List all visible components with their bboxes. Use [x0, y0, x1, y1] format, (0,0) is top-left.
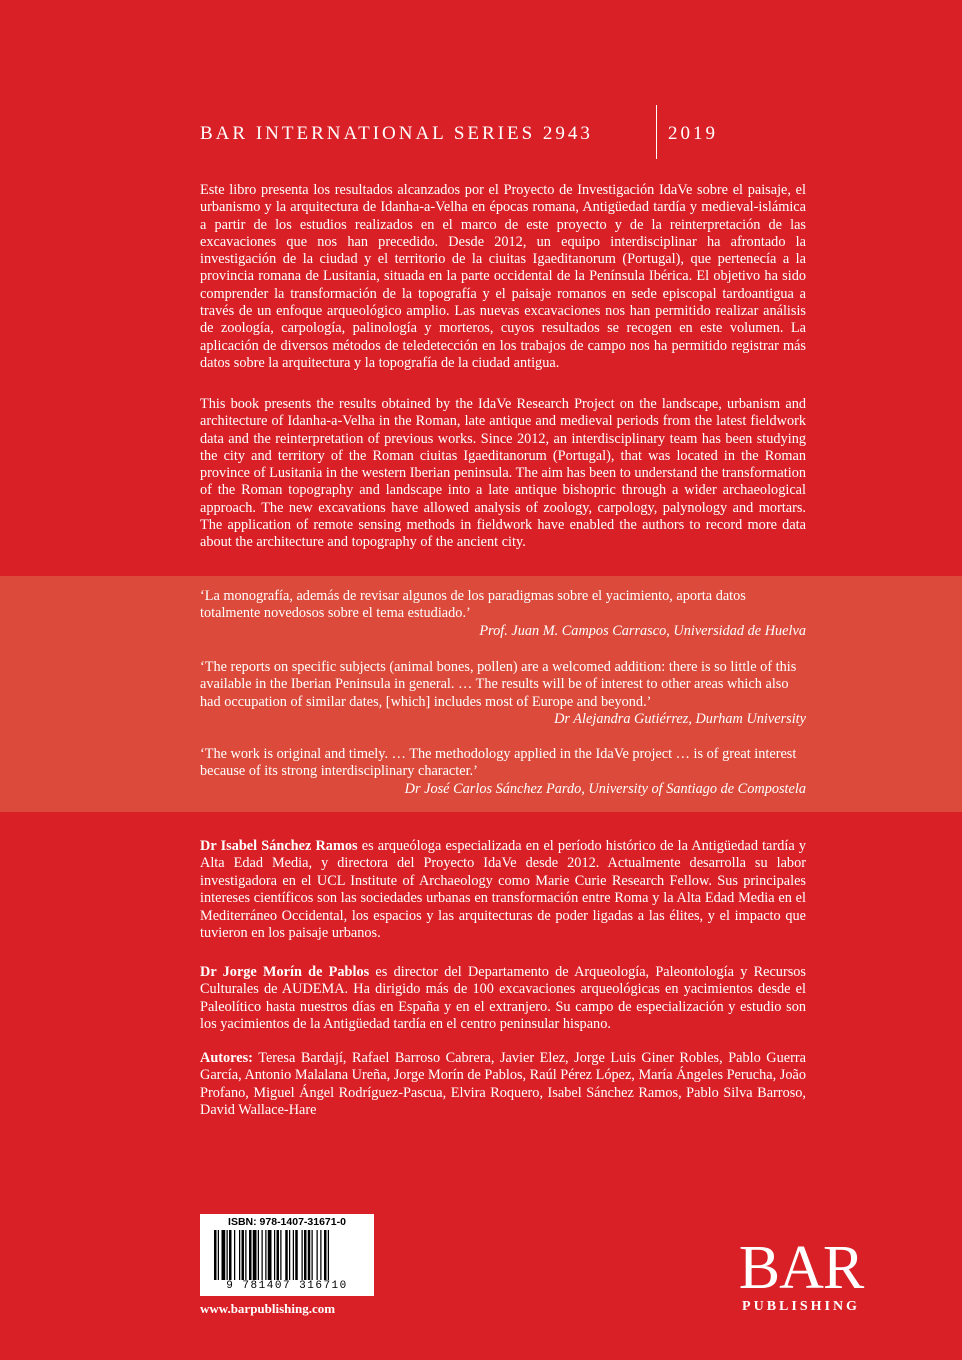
authors-names: Teresa Bardají, Rafael Barroso Cabrera, Javier Elez, Jorge Luis Giner Robles, Pablo Guerra García, Antonio Malalana Ureña, Jorge Morín de Pablos, Raúl Pérez López, María Ángeles Perucha, João Profano, Miguel Ángel Rodríguez-Pascua, Elvira Roquero, Isabel Sánchez Ramos, Pablo Silva Barroso, David Wallace-Hare	[200, 1050, 806, 1119]
publisher-logo	[736, 1234, 866, 1315]
author-bio	[200, 964, 806, 1034]
quote-text: ‘The reports on specific subjects (animal bones, pollen) are a welcomed addition: there is so little of this available in the Iberian Peninsula in general. … The results will be of interest to other areas which also had occupation of similar dates, [which] includes most of Europe and beyond.’	[200, 659, 797, 710]
blurb-spanish: Este libro presenta los resultados alcanzados por el Proyecto de Investigación IdaVe sobre el paisaje, el urbanismo y la arquitectura de Idanha-a-Velha en épocas romana, Antigüedad tardía y medieval-islámica a partir de los estudios realizados en el marco de este proyecto y de la reinterpretación de las excavaciones que nos han precedido. Desde 2012, un equipo interdisciplinar ha afrontado la investigación de la ciudad y el territorio de la ciuitas Igaeditanorum (Portugal), que pertenecía a la provincia romana de Lusitania, situada en la parte occidental de la Península Ibérica. El objetivo ha sido comprender la transformación de la topografía y el paisaje romanos en sede episcopal tardoantigua a través de un enfoque arqueológico amplio. Las nuevas excavaciones nos han permitido realizar análisis de zoología, carpología, palinología y morteros, cuyos resultados se recogen en este volumen. La aplicación de diversos métodos de teledetección en los trabajos de campo nos ha permitido registrar más datos sobre la arquitectura y la topografía de la ciudad antigua.	[200, 182, 806, 371]
publisher-website[interactable]: www.barpublishing.com	[200, 1301, 336, 1316]
quote	[200, 659, 806, 728]
quote	[200, 588, 806, 640]
author-bio	[200, 838, 806, 942]
series-year: 2019	[668, 123, 718, 144]
authors-list	[200, 1050, 806, 1120]
author-bio-text: es arqueóloga especializada en el período histórico de la Antigüedad tardía y Alta Edad Media, y directora del Proyecto IdaVe desde 2012. Actualmente desarrolla su labor investigadora en el UCL Institute of Archaeology como Marie Curie Research Fellow. Sus principales intereses científicos son las sociedades urbanas en transformación entre Roma y la Alta Edad Media en el Mediterráneo Occidental, los espacios y las arquitecturas de poder ligadas a las élites, y el impacto que tuvieron en los paisaje urbanos.	[200, 838, 806, 942]
quote-attribution: Dr Alejandra Gutiérrez, Durham University	[554, 710, 806, 727]
barcode	[200, 1214, 374, 1296]
quote-text: ‘La monografía, además de revisar algunos de los paradigmas sobre el yacimiento, aporta datos totalmente novedosos sobre el tema estudiado.’	[200, 588, 746, 622]
authors-label: Autores:	[200, 1050, 253, 1066]
series-name: BAR INTERNATIONAL SERIES 2943	[200, 123, 593, 144]
barcode-digits: 9 781407 316710	[226, 1280, 348, 1292]
author-name: Dr Jorge Morín de Pablos	[200, 964, 370, 980]
blurb-english: This book presents the results obtained by the IdaVe Research Project on the landscape, urbanism and architecture of Idanha-a-Velha in the Roman, late antique and medieval periods from the latest fieldwork data and the reinterpretation of previous works. Since 2012, an interdisciplinary team has been studying the city and territory of the Roman ciuitas Igaeditanorum (Portugal), that was located in the Roman province of Lusitania in the western Iberian peninsula. The aim has been to understand the transformation of the Roman topography and landscape into a late antique bishopric through a wider archaeological approach. The new excavations have allowed analysis of zoology, carpology, palynology and mortars. The application of remote sensing methods in fieldwork have enabled the authors to record more data about the architecture and topography of the ancient city.	[200, 396, 806, 551]
quote-attribution: Dr José Carlos Sánchez Pardo, University of Santiago de Compostela	[404, 780, 806, 797]
quote	[200, 746, 806, 798]
series-divider	[656, 105, 657, 159]
series-header	[200, 117, 810, 157]
isbn-label: ISBN: 978-1407-31671-0	[228, 1216, 346, 1228]
author-bio-text: es director del Departamento de Arqueología, Paleontología y Recursos Culturales de AUDEMA. Ha dirigido más de 100 excavaciones arqueológicas en yacimientos desde el Paleolítico hasta nuestros días en España y en el extranjero. Su campo de especialización y estudio son los yacimientos de la Antigüedad tardía en el centro peninsular hispano.	[200, 964, 806, 1033]
barcode-bars	[214, 1230, 364, 1280]
author-name: Dr Isabel Sánchez Ramos	[200, 838, 358, 854]
quote-attribution: Prof. Juan M. Campos Carrasco, Universidad de Huelva	[479, 622, 806, 639]
logo-main: BAR	[738, 1234, 864, 1302]
logo-sub: PUBLISHING	[742, 1299, 860, 1314]
quote-text: ‘The work is original and timely. … The methodology applied in the IdaVe project … is of great interest because of its strong interdisciplinary character.’	[200, 746, 797, 780]
